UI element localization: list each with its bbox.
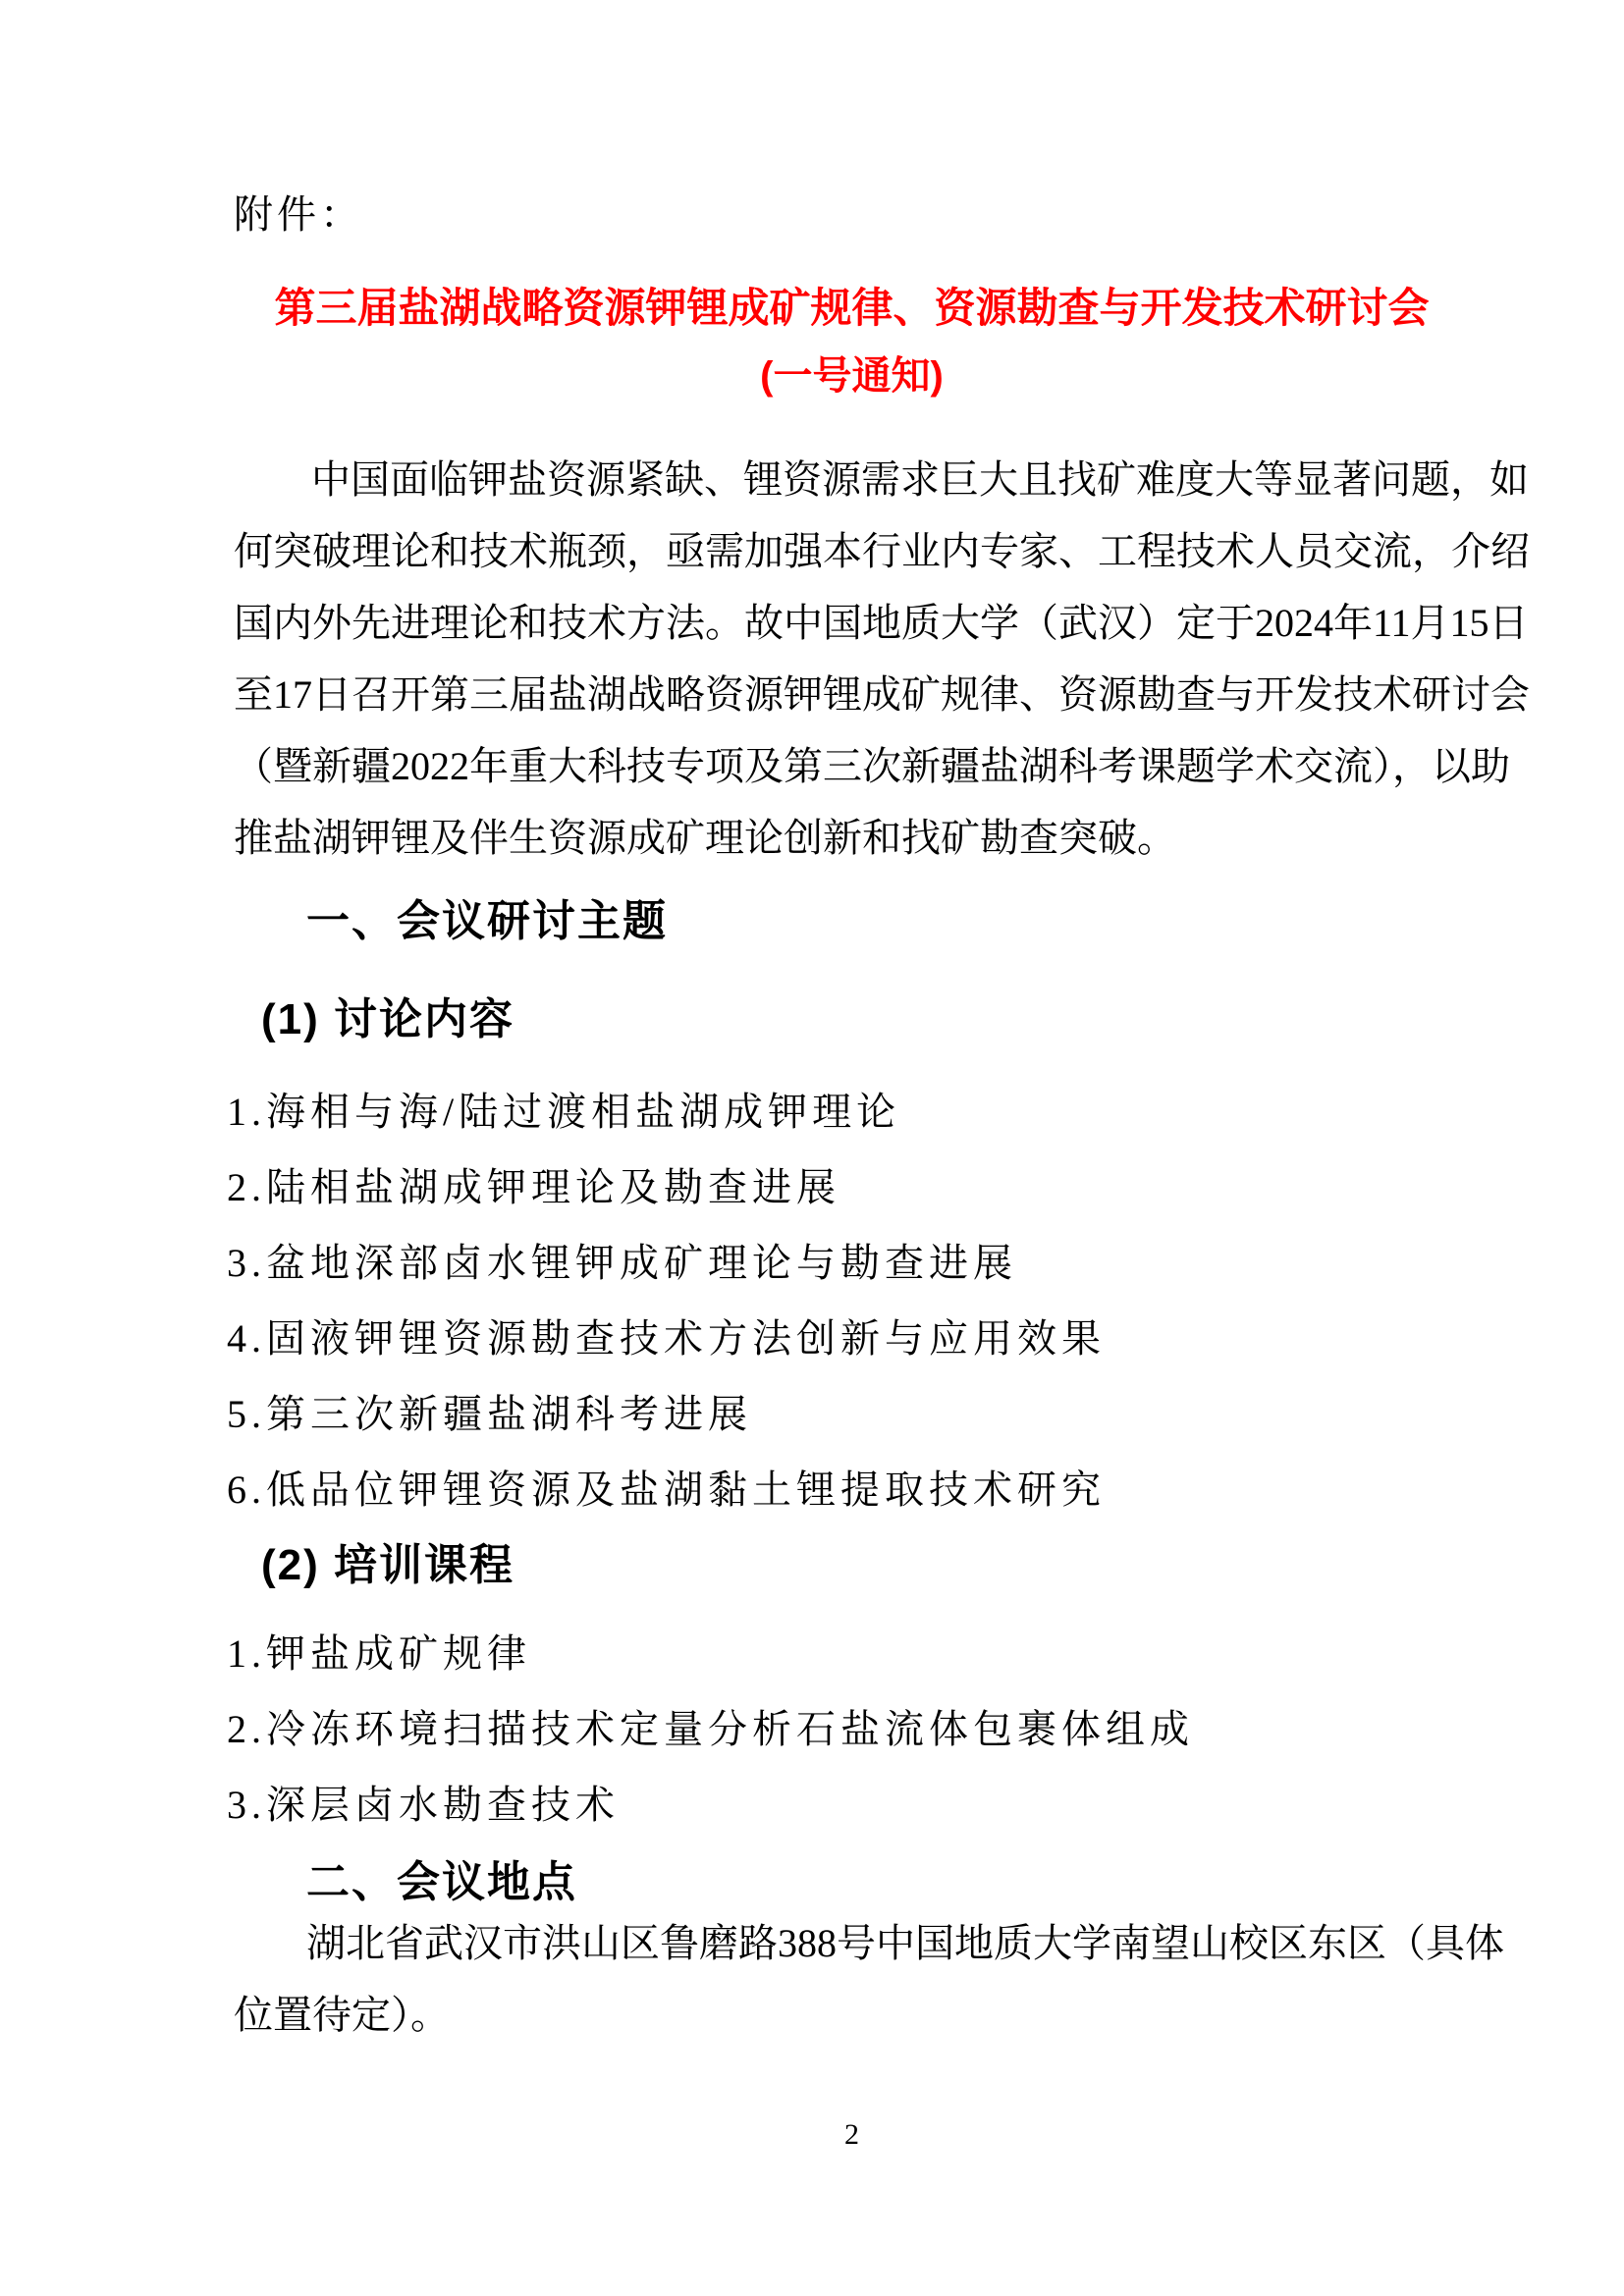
list-item: 1.钾盐成矿规律 [227,1631,531,1676]
intro-line: 推盐湖钾锂及伴生资源成矿理论创新和找矿勘查突破。 [234,816,1176,860]
intro-paragraph [234,444,1530,874]
section-heading-venue: 二、会议地点 [306,1858,577,1906]
document-content [227,192,1530,2153]
discussion-topic-list [227,1074,1470,1527]
intro-line: 何突破理论和技术瓶颈，亟需加强本行业内专家、工程技术人员交流，介绍 [234,529,1530,573]
training-course-list [227,1616,1470,1842]
list-item: 3.盆地深部卤水锂钾成矿理论与勘查进展 [227,1241,1017,1285]
intro-line: 至17日召开第三届盐湖战略资源钾锂成矿规律、资源勘查与开发技术研讨会 [234,672,1530,717]
intro-line: （暨新疆2022年重大科技专项及第三次新疆盐湖科考课题学术交流），以助 [234,744,1510,788]
venue-line: 湖北省武汉市洪山区鲁磨路388号中国地质大学南望山校区东区（具体 [306,1921,1504,1965]
attachment-label: 附件： [234,192,363,237]
subsection-heading-discussion: (1) 讨论内容 [261,995,514,1043]
document-subtitle: (一号通知) [760,354,944,398]
document-title: 第三届盐湖战略资源钾锂成矿规律、资源勘查与开发技术研讨会 [274,285,1430,331]
list-item: 1.海相与海/陆过渡相盐湖成钾理论 [227,1090,901,1134]
list-item: 3.深层卤水勘查技术 [227,1783,620,1827]
list-item: 2.陆相盐湖成钾理论及勘查进展 [227,1165,840,1209]
page-number: 2 [844,2118,859,2151]
list-item: 4.固液钾锂资源勘查技术方法创新与应用效果 [227,1316,1106,1361]
venue-paragraph [234,1907,1504,2051]
venue-line: 位置待定）。 [234,1993,450,2037]
intro-line: 中国面临钾盐资源紧缺、锂资源需求巨大且找矿难度大等显著问题，如 [311,457,1529,502]
subsection-heading-training: (2) 培训课程 [261,1541,514,1589]
intro-line: 国内外先进理论和技术方法。故中国地质大学（武汉）定于2024年11月15日 [234,601,1529,645]
list-item: 6.低品位钾锂资源及盐湖黏土锂提取技术研究 [227,1468,1106,1512]
list-item: 5.第三次新疆盐湖科考进展 [227,1392,752,1436]
list-item: 2.冷冻环境扫描技术定量分析石盐流体包裹体组成 [227,1707,1194,1751]
section-heading-topics: 一、会议研讨主题 [306,897,668,945]
